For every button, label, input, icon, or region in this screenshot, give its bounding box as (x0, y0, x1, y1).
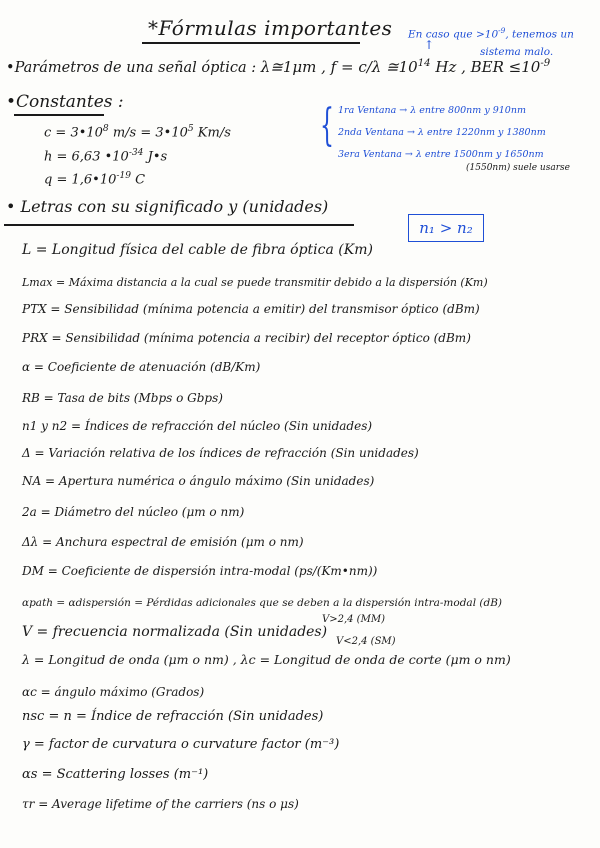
constant-h-text: h = 6,63 •10 (44, 149, 129, 165)
def-lmax: Lmax = Máxima distancia a la cual se puede transmitir debido a la dispersión (Km) (22, 276, 488, 289)
signal-params-bullet: • (6, 60, 15, 76)
arrow-up-icon: ↑ (424, 38, 435, 52)
constant-c-sup: 8 (102, 124, 109, 134)
letters-underline (4, 224, 354, 226)
title-underline (142, 42, 360, 44)
windows-brace-icon: { (320, 100, 334, 151)
window-1: 1ra Ventana → λ entre 800nm y 910nm (338, 105, 526, 116)
constant-c-sup2: 5 (187, 124, 194, 134)
def-alpha-s: αs = Scattering losses (m⁻¹) (22, 767, 209, 782)
ber-note-line1: En caso que >10 (408, 28, 499, 41)
def-n1-n2: n1 y n2 = Índices de refracción del núcleo (Sin unidades) (22, 419, 373, 433)
def-2a: 2a = Diámetro del núcleo (μm o nm) (22, 505, 245, 519)
def-alpha-path: αpath = αdispersión = Pérdidas adicionales que se deben a la dispersión intra-modal (dB) (22, 597, 503, 609)
page-title: *Fórmulas importantes (148, 16, 393, 40)
def-alpha: α = Coeficiente de atenuación (dB/Km) (22, 360, 261, 374)
constant-q (44, 171, 145, 187)
constants-heading: •Constantes : (6, 92, 124, 112)
def-v: V = frecuencia normalizada (Sin unidades) (22, 624, 328, 640)
constant-h-end: J•s (143, 149, 168, 165)
def-dm: DM = Coeficiente de dispersión intra-modal (ps/(Km•nm)) (22, 564, 378, 578)
window-2: 2nda Ventana → λ entre 1220nm y 1380nm (338, 127, 546, 138)
letters-heading: • Letras con su significado y (unidades) (6, 197, 329, 216)
constant-h (44, 148, 167, 164)
constant-q-text: q = 1,6•10 (44, 172, 117, 188)
ber-sup: -9 (540, 58, 551, 70)
constant-c-end: m/s = 3•10 (108, 125, 188, 141)
v-mm: V>2,4 (MM) (322, 614, 385, 625)
window-3-note: (1550nm) suele usarse (466, 163, 570, 173)
n-relation-box: n₁ > n₂ (408, 214, 484, 242)
signal-params-formula: λ≅1μm , f = c/λ ≅10 (260, 58, 418, 76)
constant-q-sup: -19 (116, 171, 132, 181)
def-lambda: λ = Longitud de onda (μm o nm) , λc = Longitud de onda de corte (μm o nm) (22, 652, 511, 667)
def-prx: PRX = Sensibilidad (mínima potencia a recibir) del receptor óptico (dBm) (22, 331, 471, 345)
def-ptx: PTX = Sensibilidad (mínima potencia a emitir) del transmisor óptico (dBm) (22, 302, 480, 316)
signal-params (6, 58, 550, 76)
optical-windows (330, 99, 575, 171)
signal-params-formula-end: Hz , BER ≤10 (430, 58, 541, 76)
def-l: L = Longitud física del cable de fibra óptica (Km) (22, 242, 373, 258)
def-tau-r: τr = Average lifetime of the carriers (ns o μs) (22, 797, 299, 811)
constant-c (44, 124, 231, 140)
constant-c-text: c = 3•10 (44, 125, 103, 141)
constant-c-end2: Km/s (193, 125, 231, 141)
def-delta-lambda: Δλ = Anchura espectral de emisión (μm o nm) (22, 535, 304, 549)
v-sm: V<2,4 (SM) (336, 636, 396, 647)
ber-note-line1-end: , tenemos un (505, 28, 574, 41)
def-delta: Δ = Variación relativa de los índices de refracción (Sin unidades) (22, 446, 419, 460)
constant-q-end: C (131, 172, 146, 188)
def-gamma: γ = factor de curvatura o curvature factor (m⁻³) (22, 737, 340, 752)
def-rb: RB = Tasa de bits (Mbps o Gbps) (22, 391, 223, 405)
ber-note-sup: -9 (498, 26, 506, 35)
constant-h-sup: -34 (128, 148, 144, 158)
constants-underline (14, 114, 104, 116)
window-3: 3era Ventana → λ entre 1500nm y 1650nm (338, 149, 544, 160)
signal-params-label: Parámetros de una señal óptica : (14, 60, 257, 76)
ber-note-line2: sistema malo. (480, 45, 554, 58)
def-na: NA = Apertura numérica o ángulo máximo (Sin unidades) (22, 474, 375, 488)
def-alpha-c: αc = ángulo máximo (Grados) (22, 685, 205, 699)
signal-params-sup: 14 (417, 58, 431, 70)
def-nsc: nsc = n = Índice de refracción (Sin unidades) (22, 709, 324, 724)
